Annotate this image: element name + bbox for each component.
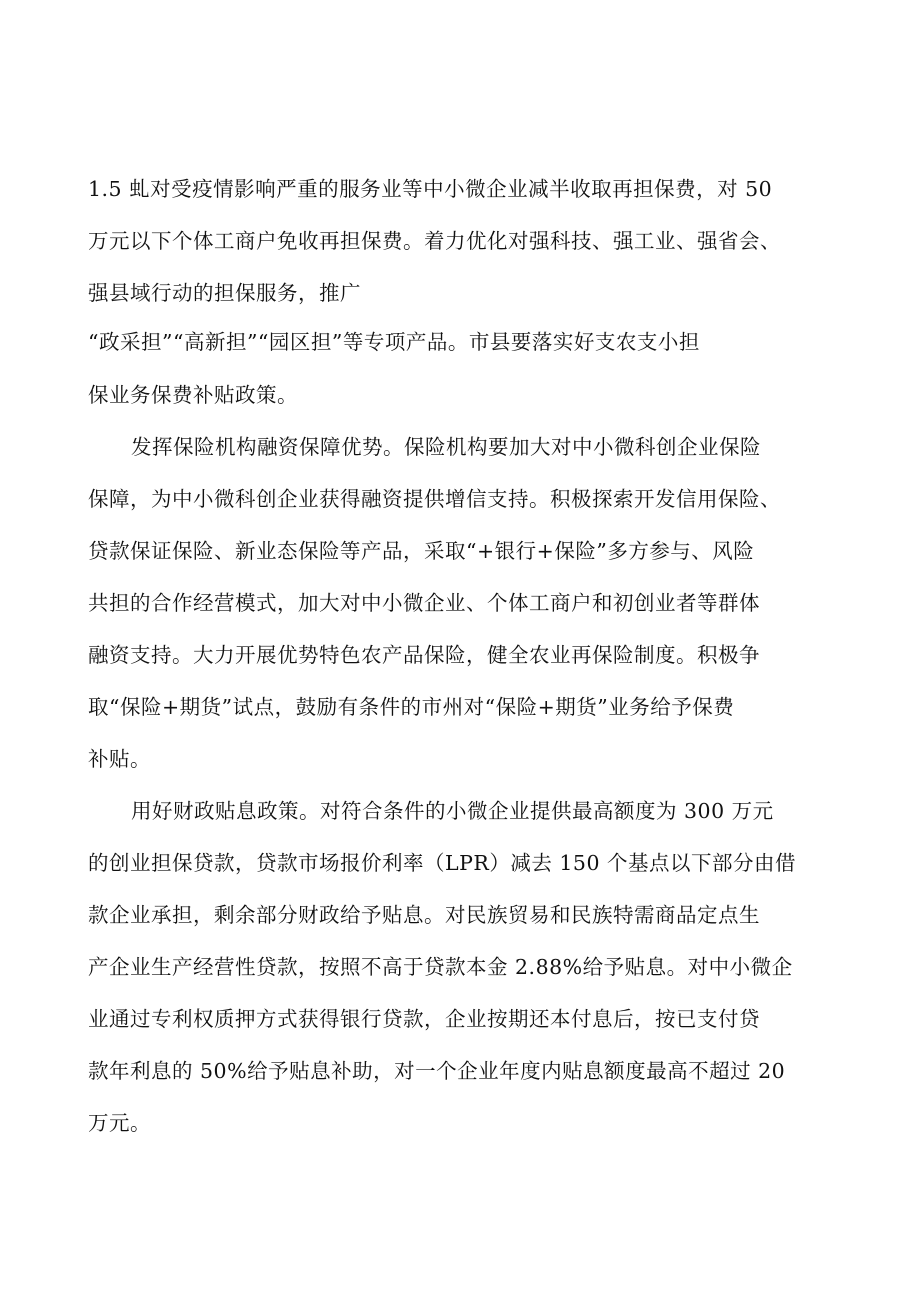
- text-line: 万元以下个体工商户免收再担保费。着力优化对强科技、强工业、强省会、: [88, 229, 781, 253]
- text-line: 产企业生产经营性贷款，按照不高于贷款本金 2.88%给予贴息。对中小微企: [88, 955, 793, 979]
- text-line: 业通过专利权质押方式获得银行贷款，企业按期还本付息后，按已支付贷: [88, 1007, 760, 1031]
- paragraph-first-line: 用好财政贴息政策。对符合条件的小微企业提供最高额度为 300 万元: [131, 799, 774, 823]
- text-line: 取“保险+期货”试点，鼓励有条件的市州对“保险+期货”业务给予保费: [88, 695, 735, 719]
- text-line: 保业务保费补贴政策。: [88, 383, 298, 407]
- text-line: 强县域行动的担保服务，推广: [88, 281, 361, 305]
- text-line: 融资支持。大力开展优势特色农产品保险，健全农业再保险制度。积极争: [88, 643, 760, 667]
- text-line: 保障，为中小微科创企业获得融资提供增信支持。积极探索开发信用保险、: [88, 487, 781, 511]
- text-line: 共担的合作经营模式，加大对中小微企业、个体工商户和初创业者等群体: [88, 591, 760, 615]
- text-line: 款企业承担，剩余部分财政给予贴息。对民族贸易和民族特需商品定点生: [88, 903, 760, 927]
- text-line: 1.5 虬对受疫情影响严重的服务业等中小微企业减半收取再担保费，对 50: [88, 177, 773, 201]
- paragraph-first-line: 发挥保险机构融资保障优势。保险机构要加大对中小微科创企业保险: [131, 435, 761, 459]
- text-line: 的创业担保贷款，贷款市场报价利率（LPR）减去 150 个基点以下部分由借: [88, 851, 797, 875]
- text-line: 贷款保证保险、新业态保险等产品，采取“+银行+保险”多方参与、风险: [88, 539, 755, 563]
- text-line: 万元。: [88, 1111, 151, 1135]
- text-line: 补贴。: [88, 747, 151, 771]
- text-line: 款年利息的 50%给予贴息补助，对一个企业年度内贴息额度最高不超过 20: [88, 1059, 786, 1083]
- text-line: “政采担”“高新担”“园区担”等专项产品。市县要落实好支农支小担: [88, 330, 700, 354]
